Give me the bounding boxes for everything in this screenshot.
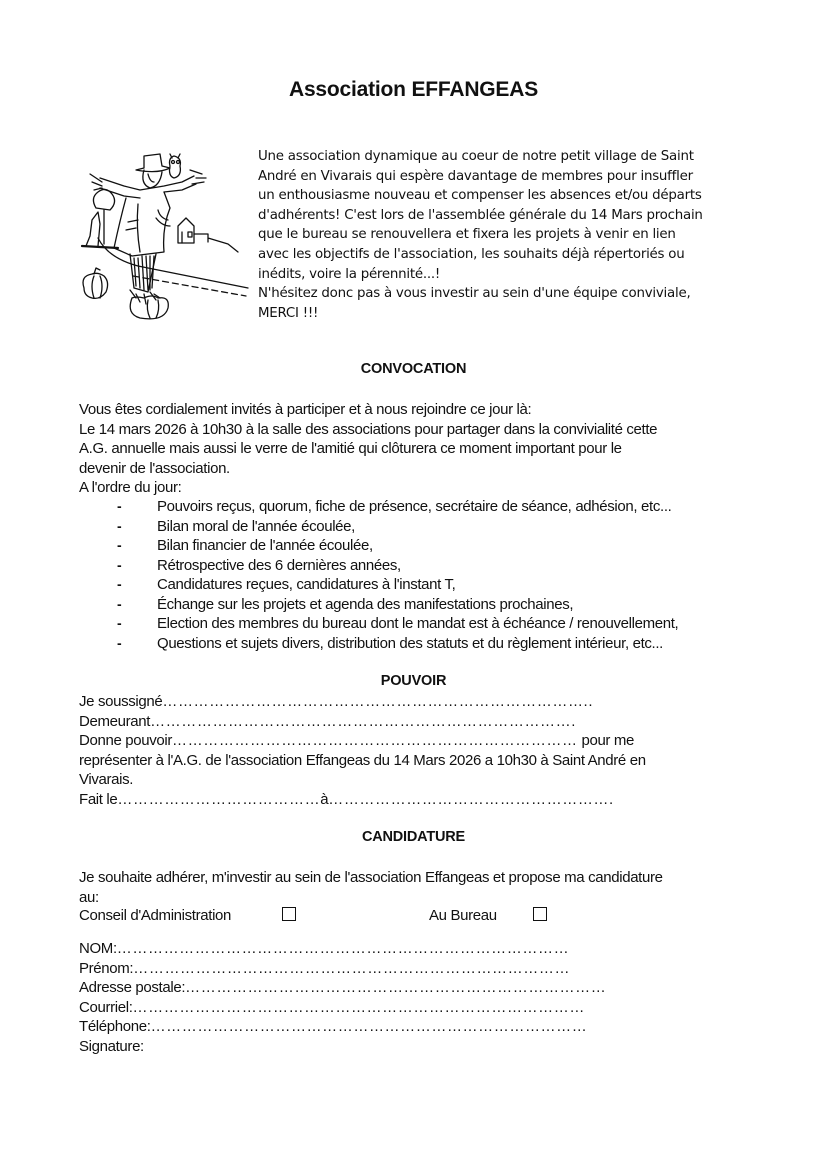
convocation-line: A l'ordre du jour: — [79, 479, 182, 496]
dash-bullet-icon: - — [117, 537, 122, 553]
option-conseil-administration[interactable] — [79, 906, 231, 926]
fait-le-label: Fait le — [79, 790, 118, 808]
courriel-field[interactable] — [79, 998, 606, 1018]
conseil-administration-label: Conseil d'Administration — [79, 907, 232, 924]
intro-line: avec les objectifs de l'association, les souhaits déjà répertoriés ou — [258, 245, 685, 262]
pouvoir-heading: POUVOIR — [380, 673, 447, 689]
telephone-field[interactable] — [79, 1017, 606, 1037]
agenda-item-text: Pouvoirs reçus, quorum, fiche de présence, secrétaire de séance, adhésion, etc... — [157, 498, 672, 515]
donne-pouvoir-dotted-line[interactable]: …………………………………………………………………… — [172, 732, 578, 749]
donne-pouvoir-suffix: pour me — [577, 732, 635, 749]
dash-bullet-icon: - — [117, 595, 122, 612]
dash-bullet-icon: - — [117, 576, 122, 592]
fait-le-field[interactable] — [79, 790, 646, 810]
convocation-text — [79, 400, 657, 498]
intro-line: inédits, voire la pérennité...! — [258, 265, 441, 282]
nom-dotted-line[interactable]: …………………………………………………………………………… — [116, 940, 570, 957]
candidature-text — [79, 868, 663, 907]
soussigne-field[interactable] — [79, 692, 646, 712]
dash-bullet-icon: - — [117, 615, 122, 631]
intro-line: Une association dynamique au coeur de notre petit village de Saint — [258, 148, 694, 164]
a-dotted-line[interactable]: ………………………………………………. — [328, 790, 614, 808]
represent-line: représenter à l'A.G. de l'association Effangeas du 14 Mars 2026 a 10h30 à Saint André en — [79, 751, 646, 769]
demeurant-field[interactable] — [79, 712, 646, 732]
donne-pouvoir-label: Donne pouvoir — [79, 732, 173, 749]
prenom-field[interactable] — [79, 959, 606, 979]
scarecrow-illustration-icon — [78, 148, 250, 320]
telephone-dotted-line[interactable]: ………………………………………………………………………… — [150, 1018, 588, 1035]
document-title: Association EFFANGEAS — [288, 78, 538, 101]
a-label: à — [320, 790, 329, 808]
soussigne-dotted-line[interactable]: ……………………………………………………………………….. — [162, 693, 594, 710]
courriel-dotted-line[interactable]: …………………………………………………………………………… — [132, 998, 585, 1016]
prenom-dotted-line[interactable]: ………………………………………………………………………… — [133, 959, 571, 977]
telephone-label: Téléphone: — [79, 1018, 151, 1035]
adresse-postale-field[interactable] — [79, 978, 606, 998]
fait-le-dotted-line[interactable]: ………………………………… — [117, 790, 321, 808]
option-au-bureau[interactable] — [429, 906, 497, 926]
convocation-line: Vous êtes cordialement invités à participer et à nous rejoindre ce jour là: — [79, 401, 532, 418]
prenom-label: Prénom: — [79, 959, 134, 977]
intro-line: d'adhérents! C'est lors de l'assemblée générale du 14 Mars prochain — [258, 206, 703, 223]
signature-field[interactable] — [79, 1037, 606, 1057]
intro-line: N'hésitez donc pas à vous investir au sein d'une équipe conviviale, — [258, 285, 691, 302]
demeurant-label: Demeurant — [79, 712, 151, 730]
pouvoir-form — [79, 692, 646, 809]
agenda-item-text: Échange sur les projets et agenda des manifestations prochaines, — [157, 595, 574, 613]
donne-pouvoir-field[interactable] — [79, 731, 646, 751]
soussigne-label: Je soussigné — [79, 693, 163, 710]
courriel-label: Courriel: — [79, 998, 133, 1016]
intro-line: un enthousiasme nouveau et compenser les absences et/ou départs — [258, 187, 702, 204]
agenda-item-text: Bilan moral de l'année écoulée, — [157, 517, 355, 535]
demeurant-dotted-line[interactable]: ………………………………………………………………………. — [150, 712, 577, 730]
signature-label: Signature: — [79, 1037, 144, 1055]
nom-label: NOM: — [79, 940, 117, 957]
convocation-line: A.G. annuelle mais aussi le verre de l'amitié qui clôturera ce moment important pour le — [79, 440, 622, 457]
intro-line: que le bureau se renouvellera et fixera les projets à venir en lien — [258, 226, 676, 243]
agenda-item-text: Rétrospective des 6 dernières années, — [157, 556, 401, 574]
agenda-item-text: Candidatures reçues, candidatures à l'instant T, — [157, 576, 456, 593]
dash-bullet-icon: - — [117, 498, 122, 514]
candidature-line: Je souhaite adhérer, m'investir au sein de l'association Effangeas et propose ma candidature — [79, 869, 663, 886]
agenda-item-text: Bilan financier de l'année écoulée, — [157, 537, 373, 554]
dash-bullet-icon: - — [117, 517, 122, 534]
au-bureau-label: Au Bureau — [429, 907, 497, 924]
candidature-heading: CANDIDATURE — [361, 829, 466, 845]
au-bureau-checkbox[interactable] — [533, 907, 547, 921]
nom-field[interactable] — [79, 939, 606, 959]
convocation-line: devenir de l'association. — [79, 459, 230, 477]
intro-line: MERCI !!! — [258, 304, 319, 321]
candidate-details-form — [79, 939, 606, 1056]
agenda-item-text: Election des membres du bureau dont le mandat est à échéance / renouvellement, — [157, 615, 679, 632]
adresse-postale-dotted-line[interactable]: ……………………………………………………………………… — [185, 979, 607, 996]
agenda-item-text: Questions et sujets divers, distribution des statuts et du règlement intérieur, etc... — [157, 634, 664, 652]
adresse-postale-label: Adresse postale: — [79, 979, 186, 996]
intro-line: André en Vivarais qui espère davantage de membres pour insuffler — [258, 167, 693, 184]
dash-bullet-icon: - — [117, 634, 122, 651]
convocation-line: Le 14 mars 2026 à 10h30 à la salle des associations pour partager dans la convivialité cette — [79, 420, 658, 438]
dash-bullet-icon: - — [117, 556, 122, 573]
conseil-administration-checkbox[interactable] — [282, 907, 296, 921]
convocation-heading: CONVOCATION — [360, 361, 467, 377]
intro-paragraph — [258, 147, 751, 323]
vivarais-line: Vivarais. — [79, 771, 134, 788]
candidature-line: au: — [79, 888, 99, 906]
